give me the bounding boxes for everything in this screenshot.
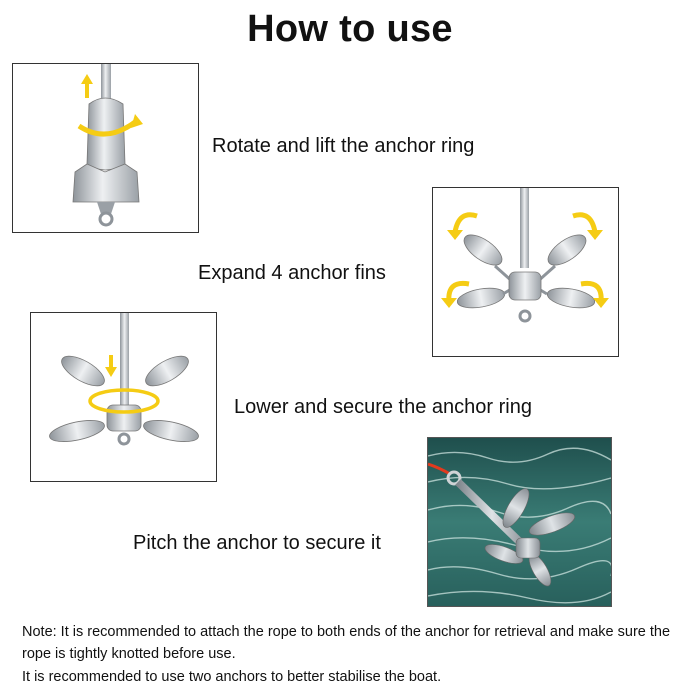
anchor-in-water-photo bbox=[428, 438, 611, 606]
expanding-fins-icon bbox=[433, 188, 618, 356]
step-2-label: Expand 4 anchor fins bbox=[198, 262, 386, 284]
step-4-image bbox=[427, 437, 612, 607]
step-2-image bbox=[432, 187, 619, 357]
page-title: How to use bbox=[247, 8, 453, 50]
step-3-image bbox=[30, 312, 217, 482]
step-4-label: Pitch the anchor to secure it bbox=[133, 532, 381, 554]
note-two-anchors: It is recommended to use two anchors to better stabilise the boat. bbox=[22, 669, 442, 685]
folded-anchor-rotate-icon bbox=[13, 64, 198, 232]
step-3-label: Lower and secure the anchor ring bbox=[234, 396, 532, 418]
step-1-image bbox=[12, 63, 199, 233]
step-1-label: Rotate and lift the anchor ring bbox=[212, 135, 475, 157]
secure-ring-icon bbox=[31, 313, 216, 481]
note-retrieval: Note: It is recommended to attach the rope to both ends of the anchor for retrieval and make sure the rope is tightly knotted before use. bbox=[22, 624, 671, 662]
